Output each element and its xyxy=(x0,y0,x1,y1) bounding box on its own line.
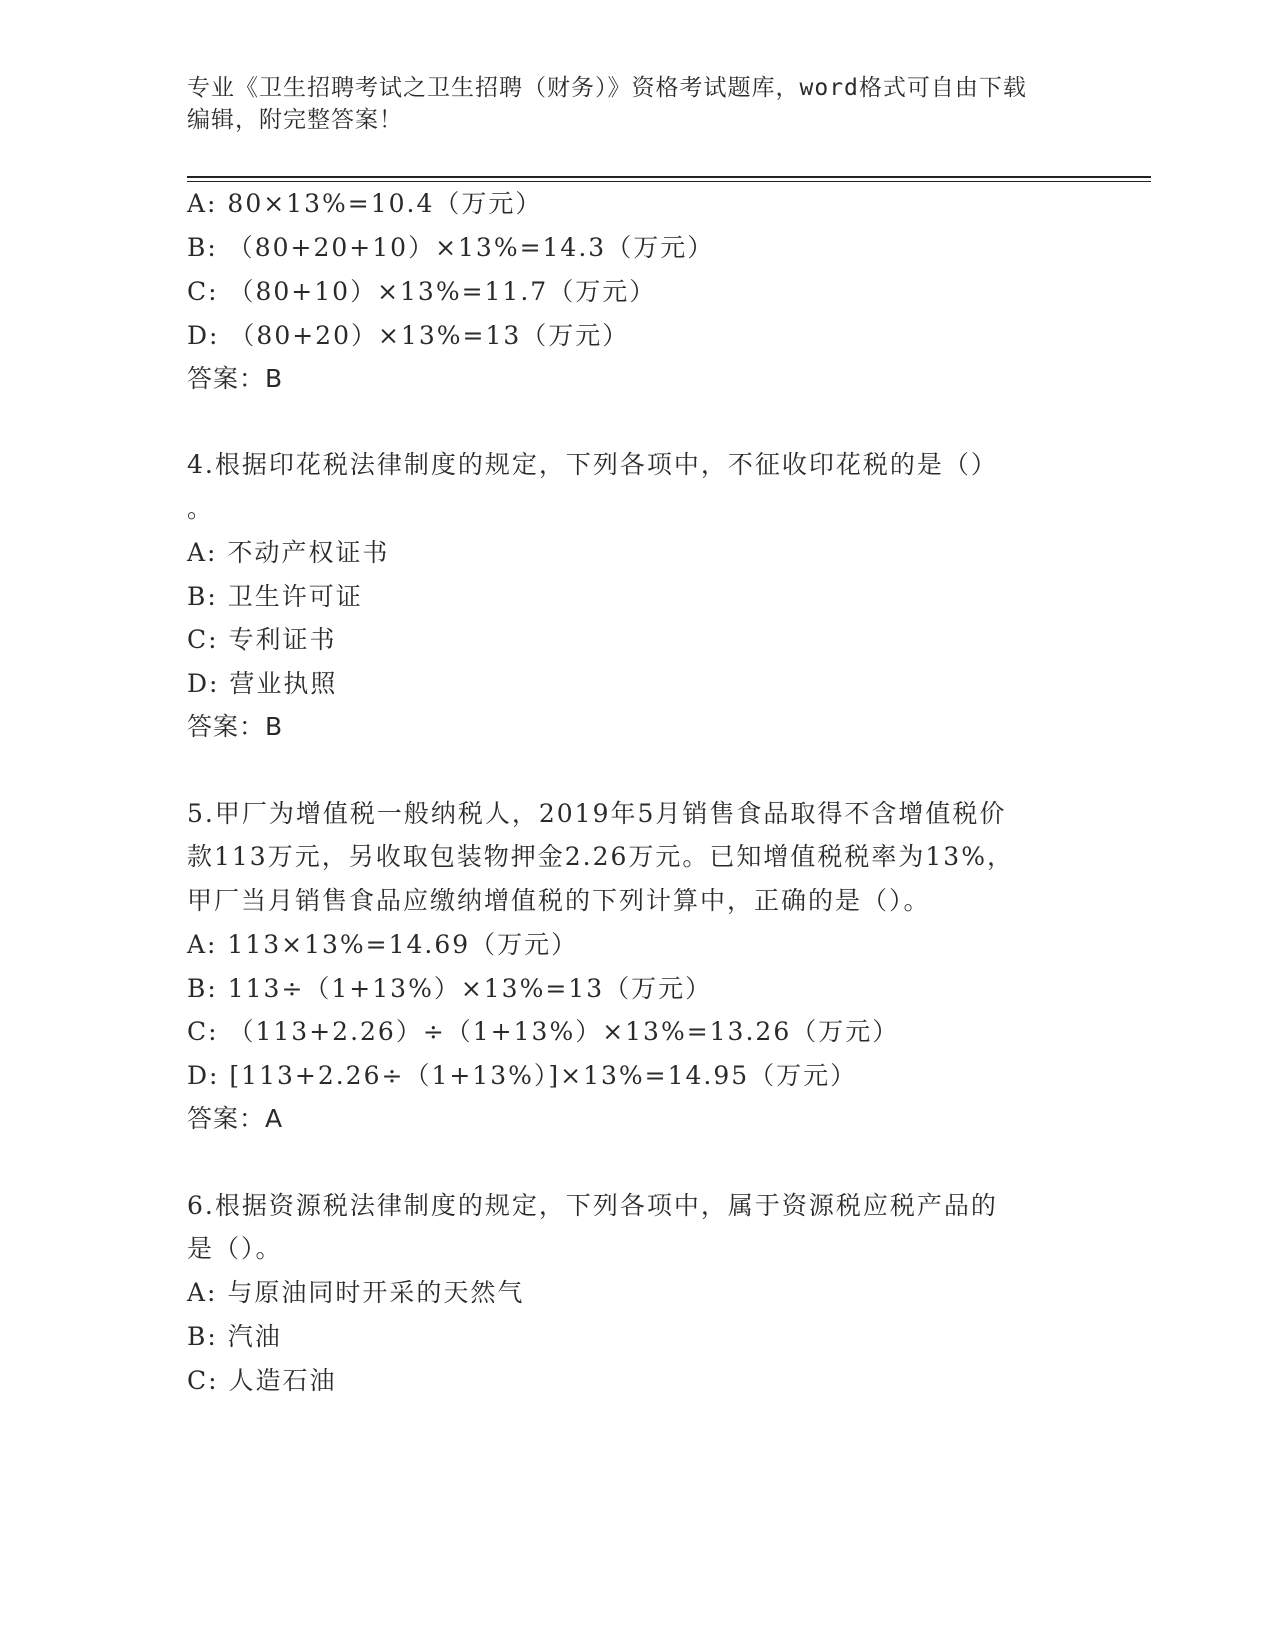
q5-stem-line-2: 款113万元，另收取包装物押金2.26万元。已知增值税税率为13%， xyxy=(187,842,1014,871)
q4-answer: 答案：B xyxy=(187,712,284,741)
header-rule-thin xyxy=(187,181,1151,182)
q3-option-d: D: （80+20）×13%=13（万元） xyxy=(187,321,630,350)
q4-option-a: A: 不动产权证书 xyxy=(187,538,390,567)
q6-option-c: C: 人造石油 xyxy=(187,1366,337,1395)
q5-option-a: A: 113×13%=14.69（万元） xyxy=(187,930,579,959)
q4-option-c: C: 专利证书 xyxy=(187,625,337,654)
q5-option-c: C: （113+2.26）÷（1+13%）×13%=13.26（万元） xyxy=(187,1017,900,1046)
q3-option-c: C: （80+10）×13%=11.7（万元） xyxy=(187,277,657,306)
header-rule-thick xyxy=(187,176,1151,178)
header-line-1: 专业《卫生招聘考试之卫生招聘（财务）》资格考试题库，word格式可自由下载 xyxy=(187,75,1027,101)
q3-option-b: B: （80+20+10）×13%=14.3（万元） xyxy=(187,233,715,262)
q4-stem-line-1: 4.根据印花税法律制度的规定，下列各项中，不征收印花税的是（） xyxy=(187,450,998,479)
q3-option-a: A: 80×13%=10.4（万元） xyxy=(187,189,543,218)
document-header xyxy=(187,72,1067,136)
q6-stem-line-2: 是（）。 xyxy=(187,1234,283,1263)
header-line-2: 编辑，附完整答案！ xyxy=(187,107,403,133)
q6-option-a: A: 与原油同时开采的天然气 xyxy=(187,1278,525,1307)
q5-answer: 答案：A xyxy=(187,1104,284,1133)
q3-answer: 答案：B xyxy=(187,364,284,393)
q4-option-d: D: 营业执照 xyxy=(187,669,338,698)
q6-option-b: B: 汽油 xyxy=(187,1322,282,1351)
q4-option-b: B: 卫生许可证 xyxy=(187,582,363,611)
q4-stem-line-2: 。 xyxy=(187,494,215,523)
q5-stem-line-3: 甲厂当月销售食品应缴纳增值税的下列计算中，正确的是（）。 xyxy=(187,886,931,915)
q5-stem-line-1: 5.甲厂为增值税一般纳税人，2019年5月销售食品取得不含增值税价 xyxy=(187,799,1007,828)
q5-option-b: B: 113÷（1+13%）×13%=13（万元） xyxy=(187,974,713,1003)
q5-option-d: D: [113+2.26÷（1+13%）]×13%=14.95（万元） xyxy=(187,1061,858,1090)
q6-stem-line-1: 6.根据资源税法律制度的规定，下列各项中，属于资源税应税产品的 xyxy=(187,1191,998,1220)
